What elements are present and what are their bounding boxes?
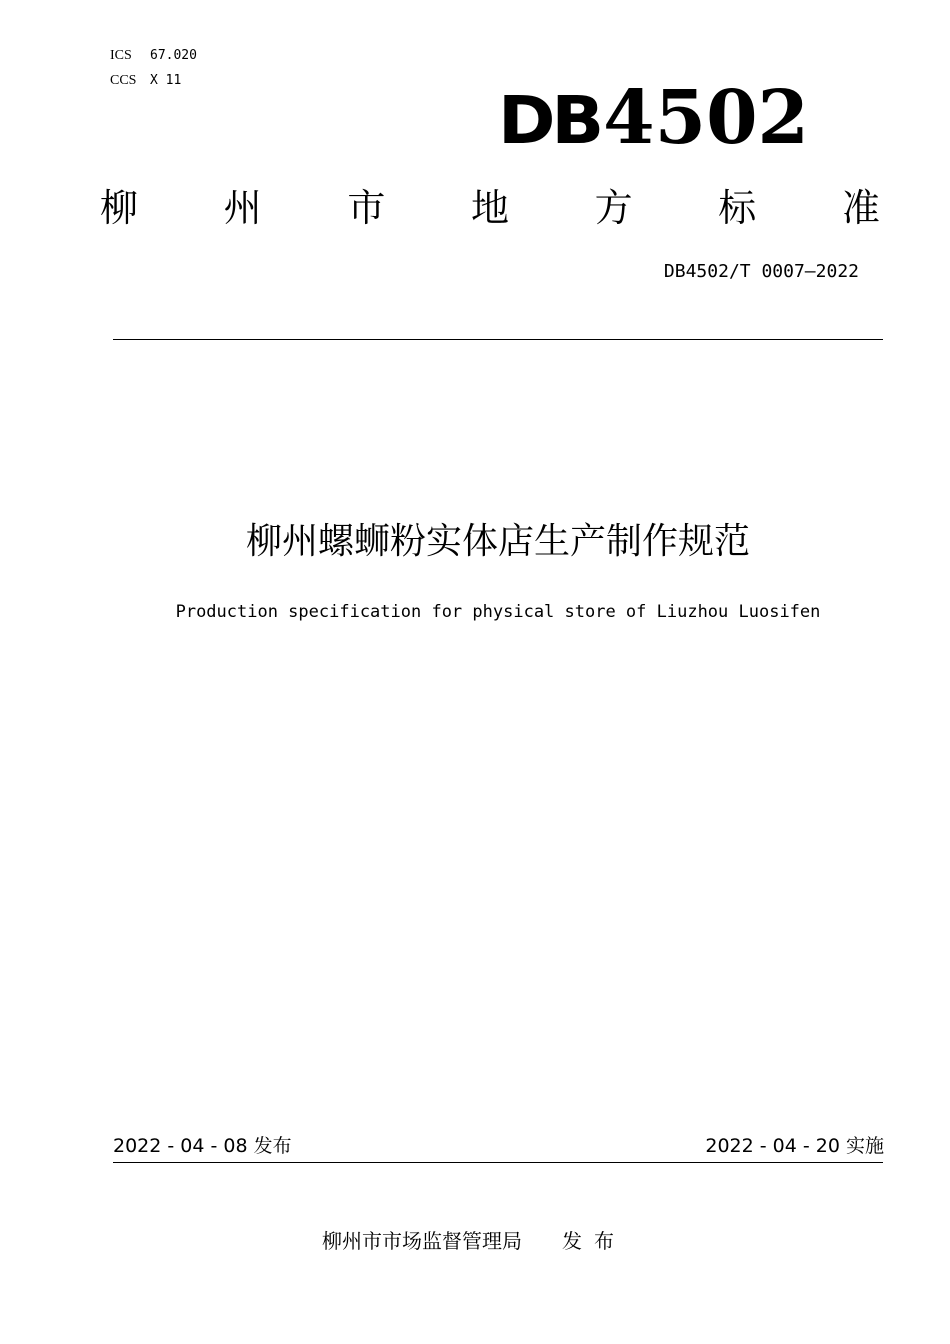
ccs-value: X 11 — [150, 73, 182, 88]
issuer-action: 发布 — [562, 1229, 626, 1253]
standard-type-char: 方 — [594, 186, 633, 230]
standard-type-char: 市 — [347, 186, 386, 230]
standard-type-char: 地 — [470, 186, 509, 230]
ics-value: 67.020 — [150, 48, 197, 63]
document-title-cn: 柳州螺蛳粉实体店生产制作规范 — [245, 521, 750, 562]
issuer-line — [322, 1227, 626, 1255]
db-logo-letters: DB — [498, 82, 600, 159]
ccs-label: CCS — [110, 73, 137, 88]
standard-type-char: 柳 — [100, 186, 139, 230]
ics-code — [110, 46, 197, 65]
standard-type-char: 准 — [841, 186, 880, 230]
document-title-en: Production specification for physical store of Liuzhou Luosifen — [175, 602, 821, 622]
issue-date: 2022 - 04 - 08 发布 — [113, 1135, 292, 1157]
standard-type-char: 标 — [718, 186, 757, 230]
implementation-date: 2022 - 04 - 20 实施 — [705, 1135, 884, 1157]
header-divider — [113, 339, 883, 340]
standard-type-char: 州 — [223, 186, 262, 230]
db-logo-code: 4502 — [603, 75, 810, 161]
footer-divider — [113, 1162, 883, 1163]
standard-type-heading — [100, 178, 880, 238]
issuer-name: 柳州市市场监督管理局 — [322, 1229, 522, 1253]
ccs-code — [110, 71, 181, 90]
ics-label: ICS — [110, 48, 132, 63]
standard-number: DB4502/T 0007—2022 — [663, 261, 859, 282]
db-logo — [498, 75, 818, 161]
